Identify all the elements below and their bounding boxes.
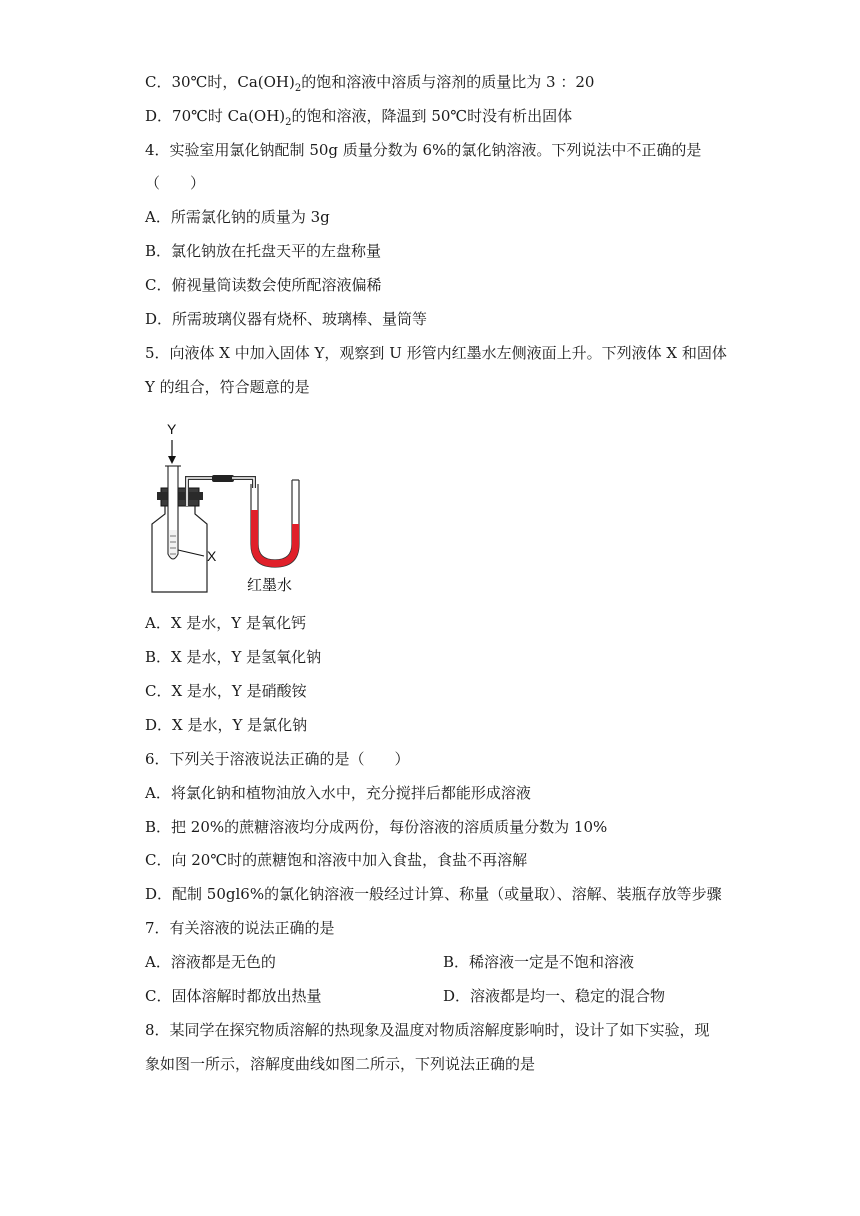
q4-stem-paren: （ ）: [145, 174, 206, 192]
figure-label-y: Y: [167, 421, 177, 437]
q6-stem: 6．下列关于溶液说法正确的是（ ）: [145, 750, 410, 768]
q6-option-c: C．向 20℃时的蔗糖饱和溶液中加入食盐，食盐不再溶解: [145, 851, 528, 869]
bottle: [152, 504, 207, 592]
q5-option-c: C．X 是水，Y 是硝酸铵: [145, 682, 307, 700]
q3-option-c-subscript: 2: [294, 83, 302, 94]
q5-option-a: A．X 是水，Y 是氧化钙: [145, 614, 306, 632]
q7-option-c: C．固体溶解时都放出热量: [145, 987, 322, 1005]
q4-option-d: D．所需玻璃仪器有烧杯、玻璃棒、量筒等: [145, 310, 428, 328]
q3-option-d-text: D．70℃时 Ca(OH): [145, 107, 286, 125]
q7-option-a: A．溶液都是无色的: [145, 953, 276, 971]
q8-stem-line2: 象如图一所示，溶解度曲线如图二所示，下列说法正确的是: [145, 1055, 536, 1073]
q3-option-d-tail: 的饱和溶液，降温到 50℃时没有析出固体: [291, 107, 573, 125]
q5-option-d: D．X 是水，Y 是氯化钠: [145, 716, 308, 734]
q7-option-b: B．稀溶液一定是不饱和溶液: [443, 953, 635, 971]
q3-option-c-text: C．30℃时，Ca(OH): [145, 73, 295, 91]
q7-option-d: D．溶液都是均一、稳定的混合物: [443, 987, 666, 1005]
q3-option-d: [145, 106, 572, 126]
q5-option-b: B．X 是水，Y 是氢氧化钠: [145, 648, 322, 666]
q7-stem: 7．有关溶液的说法正确的是: [145, 919, 335, 937]
q3-option-d-subscript: 2: [285, 117, 292, 128]
red-ink: [255, 510, 296, 564]
figure-label-red-ink: 红墨水: [247, 576, 293, 594]
u-tube-apparatus-figure: [140, 412, 320, 597]
q3-option-c-tail: 的饱和溶液中溶质与溶剂的质量比为 3 ：20: [301, 73, 595, 91]
q8-stem: 8．某同学在探究物质溶解的热现象及温度对物质溶解度影响时，设计了如下实验，现: [145, 1021, 710, 1039]
stopper-flange: [157, 492, 203, 500]
q4-option-b: B．氯化钠放在托盘天平的左盘称量: [145, 242, 382, 260]
q3-option-c: [145, 72, 594, 92]
q6-option-a: A．将氯化钠和植物油放入水中，充分搅拌后都能形成溶液: [145, 784, 531, 802]
q4-stem: 4．实验室用氯化钠配制 50g 质量分数为 6%的氯化钠溶液。下列说法中不正确的是: [145, 141, 702, 159]
figure-label-x: X: [207, 548, 217, 564]
figure-pointer-x: [178, 550, 204, 556]
q5-stem: 5．向液体 X 中加入固体 Y，观察到 U 形管内红墨水左侧液面上升。下列液体 X 和固体: [145, 344, 727, 362]
rubber-connector: [212, 475, 234, 482]
figure-arrow-head: [168, 456, 176, 464]
q4-option-c: C．俯视量筒读数会使所配溶液偏稀: [145, 276, 382, 294]
u-tube-inner: [258, 480, 292, 560]
q5-stem-line2: Y 的组合，符合题意的是: [145, 378, 310, 396]
q4-option-a: A．所需氯化钠的质量为 3g: [145, 208, 330, 226]
q6-option-d: D．配制 50gl6%的氯化钠溶液一般经过计算、称量（或量取）、溶解、装瓶存放等步骤: [145, 885, 722, 903]
q6-option-b: B．把 20%的蔗糖溶液均分成两份，每份溶液的溶质质量分数为 10%: [145, 818, 608, 836]
